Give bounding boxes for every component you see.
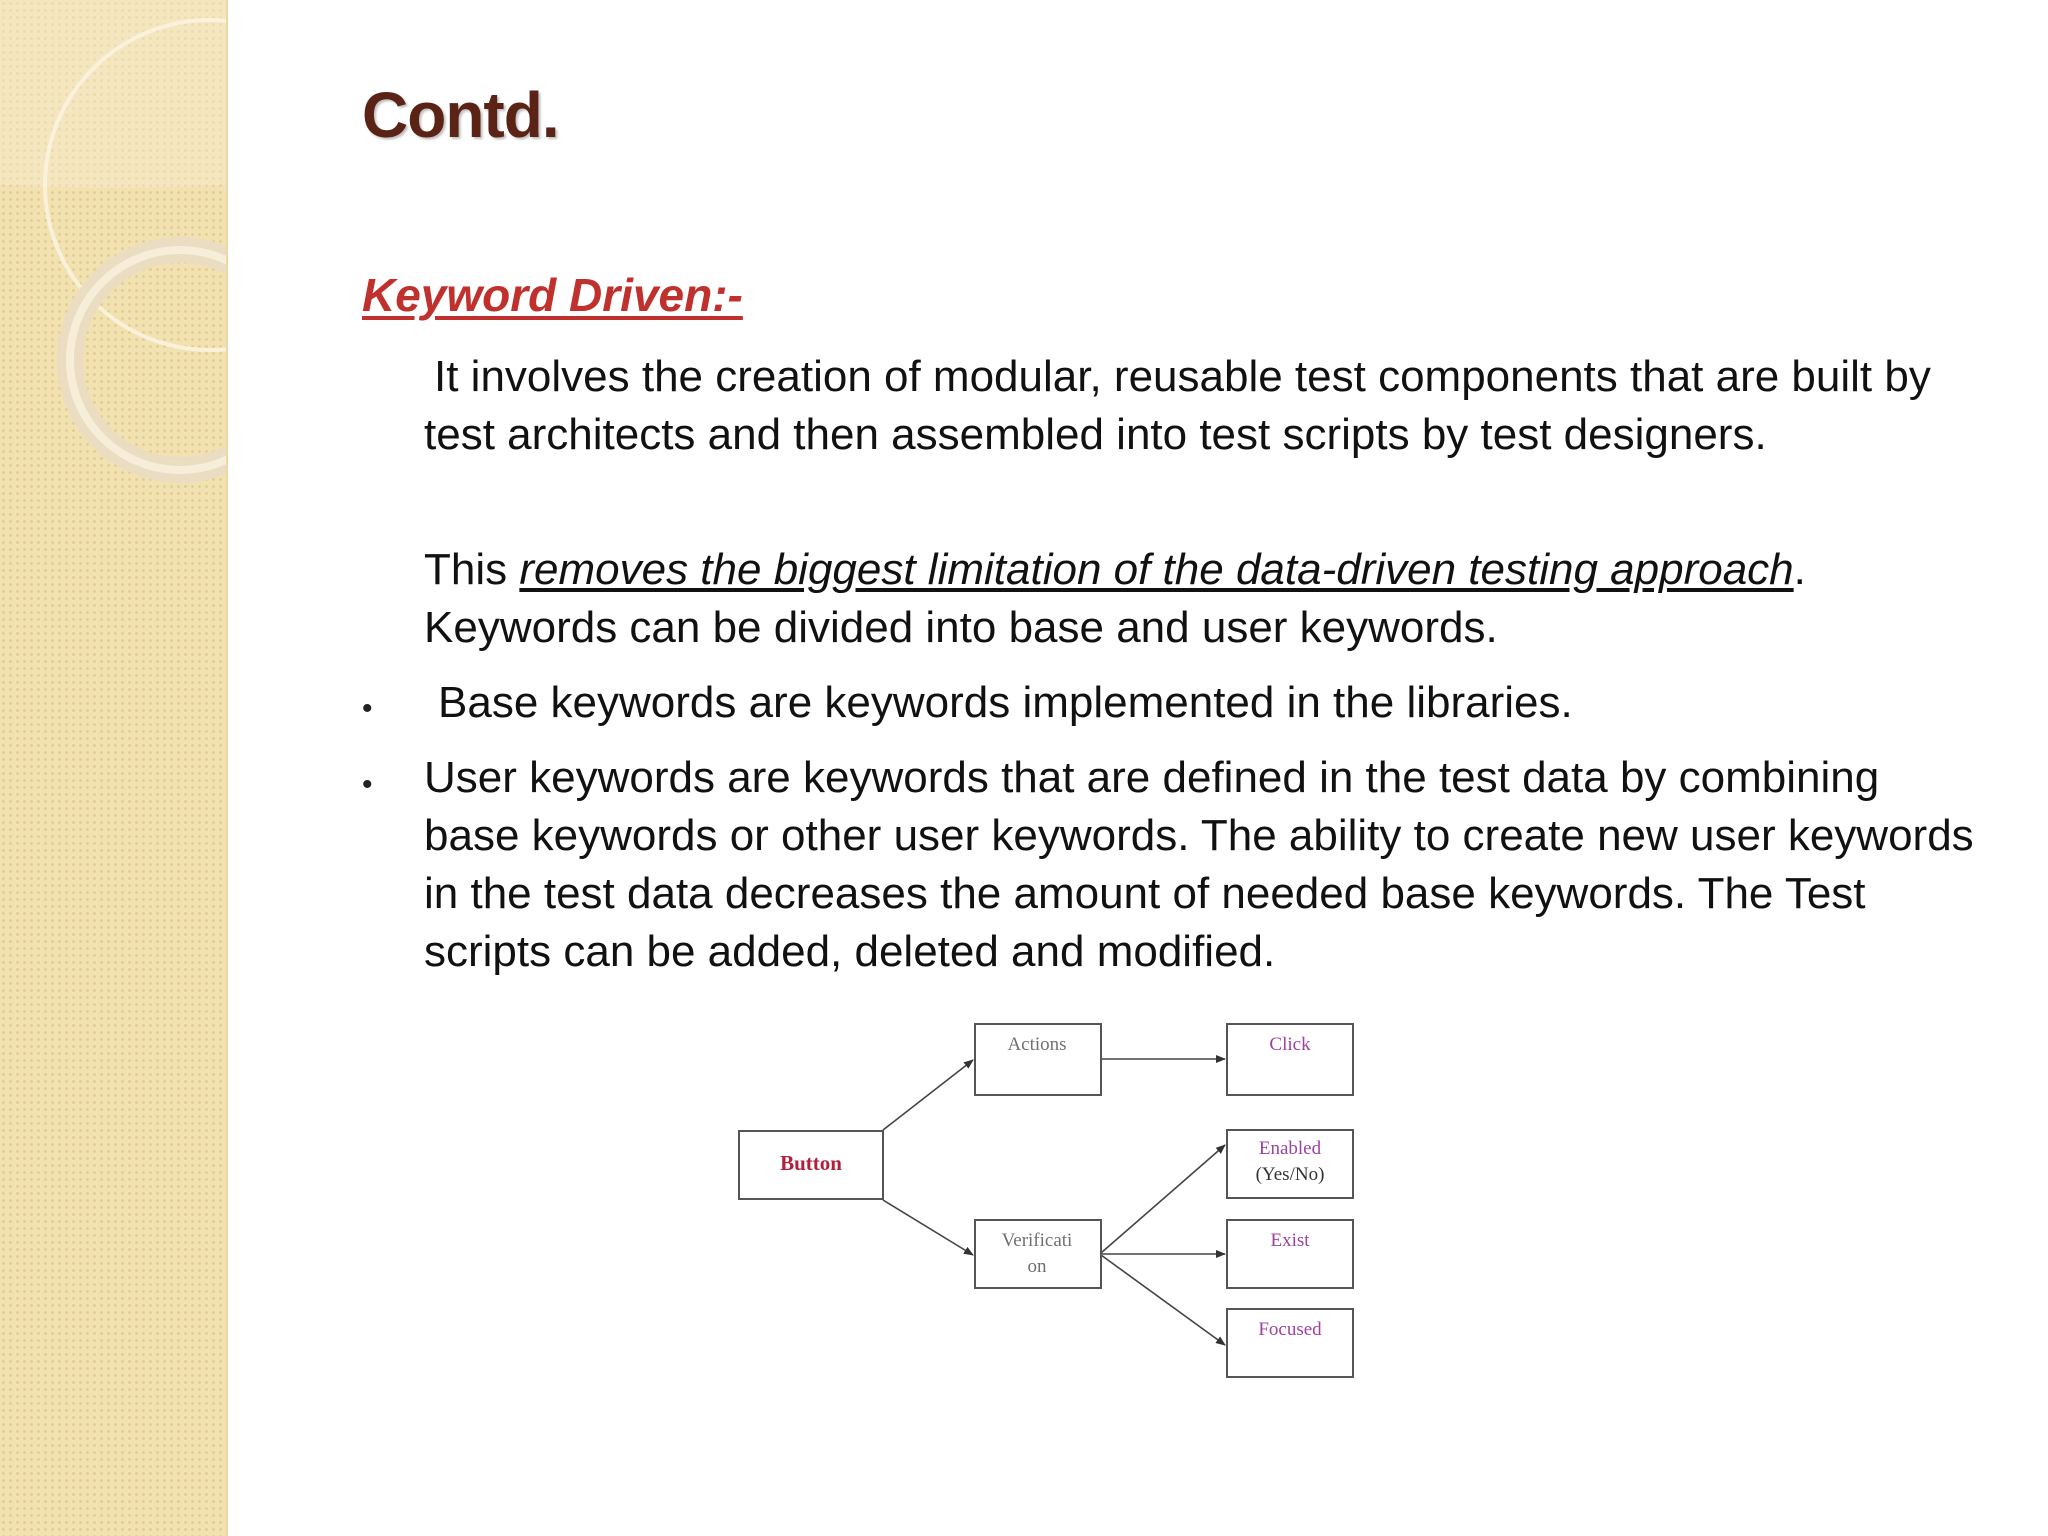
slide-title: Contd. — [362, 79, 559, 151]
bullet-user-keywords: User keywords are keywords that are defined in the test data by combining base keywords or other user keywords. The ability to create new user keywords in the test data decreases the amount of needed base keywords. The Test scripts can be added, deleted and modified. — [424, 753, 1974, 976]
node-exist-label: Exist — [1270, 1230, 1310, 1251]
bullet-icon: • — [362, 692, 373, 725]
node-enabled — [1227, 1130, 1353, 1198]
node-button-label: Button — [780, 1151, 842, 1175]
arrow-verification-to-enabled — [1101, 1145, 1225, 1253]
node-click — [1227, 1024, 1353, 1095]
bullet-icon: • — [362, 768, 373, 801]
bullet-base-keywords: Base keywords are keywords implemented in the libraries. — [438, 678, 1573, 727]
section-heading: Keyword Driven:- — [362, 269, 743, 321]
arrow-button-to-actions — [883, 1060, 973, 1130]
paragraph-limitation-emphasis: removes the biggest limitation of the data-driven testing approach — [519, 545, 1794, 594]
node-verification-label-line1: Verificati — [1001, 1230, 1073, 1251]
node-verification — [975, 1220, 1101, 1288]
node-enabled-label-line1: Enabled — [1258, 1138, 1322, 1159]
paragraph-limitation-prefix: This — [424, 545, 520, 594]
arrow-verification-to-focused — [1101, 1255, 1225, 1345]
node-exist — [1227, 1220, 1353, 1288]
keyword-hierarchy-diagram — [735, 1020, 1365, 1390]
paragraph-limitation — [424, 541, 1984, 657]
node-click-label: Click — [1269, 1034, 1311, 1055]
sidebar-rings-decoration — [0, 0, 226, 600]
arrow-button-to-verification — [883, 1200, 973, 1255]
node-actions — [975, 1024, 1101, 1095]
node-actions-label: Actions — [1007, 1034, 1067, 1055]
node-enabled-label-line2: (Yes/No) — [1255, 1164, 1325, 1185]
node-button — [739, 1131, 883, 1199]
node-focused-label: Focused — [1258, 1319, 1322, 1340]
node-verification-label-line2: on — [1027, 1256, 1047, 1277]
node-focused — [1227, 1309, 1353, 1377]
paragraph-limitation-suffix: . Keywords can be divided into base and user keywords. — [424, 545, 1806, 652]
decorative-sidebar — [0, 0, 228, 1536]
paragraph-intro: It involves the creation of modular, reusable test components that are built by test architects and then assembled into test scripts by test designers. — [424, 352, 1931, 459]
